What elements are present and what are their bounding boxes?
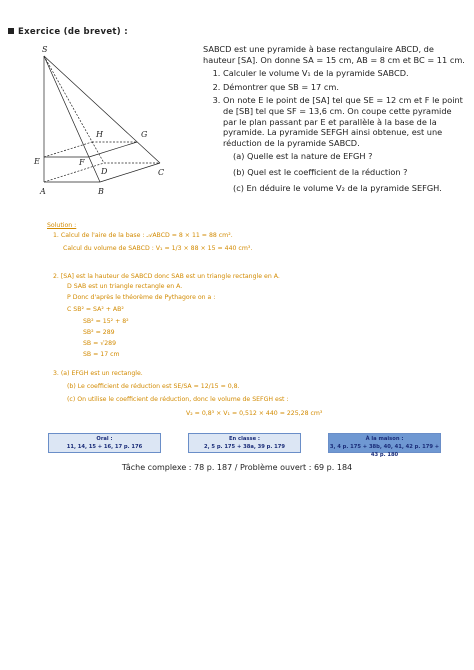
box-oral-title: Oral :	[96, 436, 113, 442]
box-a-la-maison-title: À la maison :	[365, 436, 404, 442]
label-G: G	[141, 130, 148, 139]
label-A: A	[40, 187, 46, 196]
exercise-title-text: Exercice (de brevet) :	[18, 27, 128, 37]
bullet-square-icon	[8, 28, 14, 34]
box-en-classe	[188, 433, 301, 453]
label-D: D	[101, 167, 108, 176]
solution-label: Solution :	[47, 222, 77, 229]
question-3c: (c) En déduire le volume V₂ de la pyramide SEFGH.	[233, 182, 442, 193]
solution-2-c5: SB = 17 cm	[83, 351, 120, 358]
solution-3b: (b) Le coefficient de réduction est SE/SA = 12/15 = 0,8.	[67, 383, 240, 390]
label-S: S	[42, 45, 48, 54]
box-en-classe-items: 2, 5 p. 175 + 38a, 39 p. 179	[204, 444, 285, 450]
solution-2: 2. [SA] est la hauteur de SABCD donc SAB est un triangle rectangle en A.	[53, 273, 280, 280]
solution-3a: 3. (a) EFGH est un rectangle.	[53, 370, 143, 377]
box-a-la-maison-items: 3, 4 p. 175 + 38b, 40, 41, 42 p. 179 + 43 p. 180	[329, 444, 440, 458]
solution-1b: Calcul du volume de SABCD : V₁ = 1/3 × 88 × 15 = 440 cm³.	[63, 245, 253, 252]
question-list	[203, 68, 465, 193]
label-C: C	[158, 168, 165, 177]
box-oral-items: 11, 14, 15 + 16, 17 p. 176	[66, 444, 143, 450]
box-en-classe-title: En classe :	[229, 436, 260, 442]
solution-2-c1: C SB² = SA² + AB²	[67, 306, 124, 313]
label-B: B	[98, 187, 104, 196]
solution-2-d: D SAB est un triangle rectangle en A.	[67, 283, 183, 290]
exercise-intro: SABCD est une pyramide à base rectangulaire ABCD, de hauteur [SA]. On donne SA = 15 cm, AB = 8 cm et BC = 11 cm.	[203, 44, 465, 65]
solution-2-c3: SB² = 289	[83, 329, 115, 336]
solution-3d: V₂ = 0,8³ × V₁ = 0,512 × 440 = 225,28 cm³	[186, 410, 323, 417]
solution-2-p: P Donc d'après le théorème de Pythagore on a :	[67, 294, 216, 301]
solution-3c: (c) On utilise le coefficient de réduction, donc le volume de SEFGH est :	[67, 396, 289, 403]
label-F: F	[79, 158, 85, 167]
exercise-boxes	[48, 433, 441, 458]
question-2: 2. Démontrer que SB = 17 cm.	[223, 82, 465, 93]
question-3a: (a) Quelle est la nature de EFGH ?	[233, 151, 373, 162]
question-3	[223, 95, 465, 193]
label-H: H	[96, 130, 103, 139]
pyramid-figure	[30, 42, 180, 202]
solution-2-c4: SB = √289	[83, 340, 117, 347]
footer-text: Tâche complexe : 78 p. 187 / Problème ouvert : 69 p. 184	[121, 463, 353, 472]
question-3-sublist	[223, 151, 465, 193]
label-E: E	[34, 157, 40, 166]
box-a-la-maison	[328, 433, 441, 458]
solution-2-c2: SB² = 15² + 8²	[83, 318, 129, 325]
exercise-title	[8, 27, 128, 37]
box-oral	[48, 433, 161, 453]
question-1: 1. Calculer le volume V₁ de la pyramide SABCD.	[223, 68, 465, 79]
question-3b: (b) Quel est le coefficient de la réduction ?	[233, 166, 408, 177]
question-3-text: On note E le point de [SA] tel que SE = 12 cm et F le point de [SB] tel que SF = 13,6 cm. On coupe cette pyramide par le plan passant par E et parallèle à la base de la pyramide. La pyramide SEFGH ainsi obtenue, est une réduction de la pyramide SABCD.	[223, 95, 463, 148]
solution-1a: 1. Calcul de l'aire de la base : 𝒜ABCD = 8 × 11 = 88 cm².	[53, 232, 233, 239]
exercise-statement	[203, 44, 465, 198]
